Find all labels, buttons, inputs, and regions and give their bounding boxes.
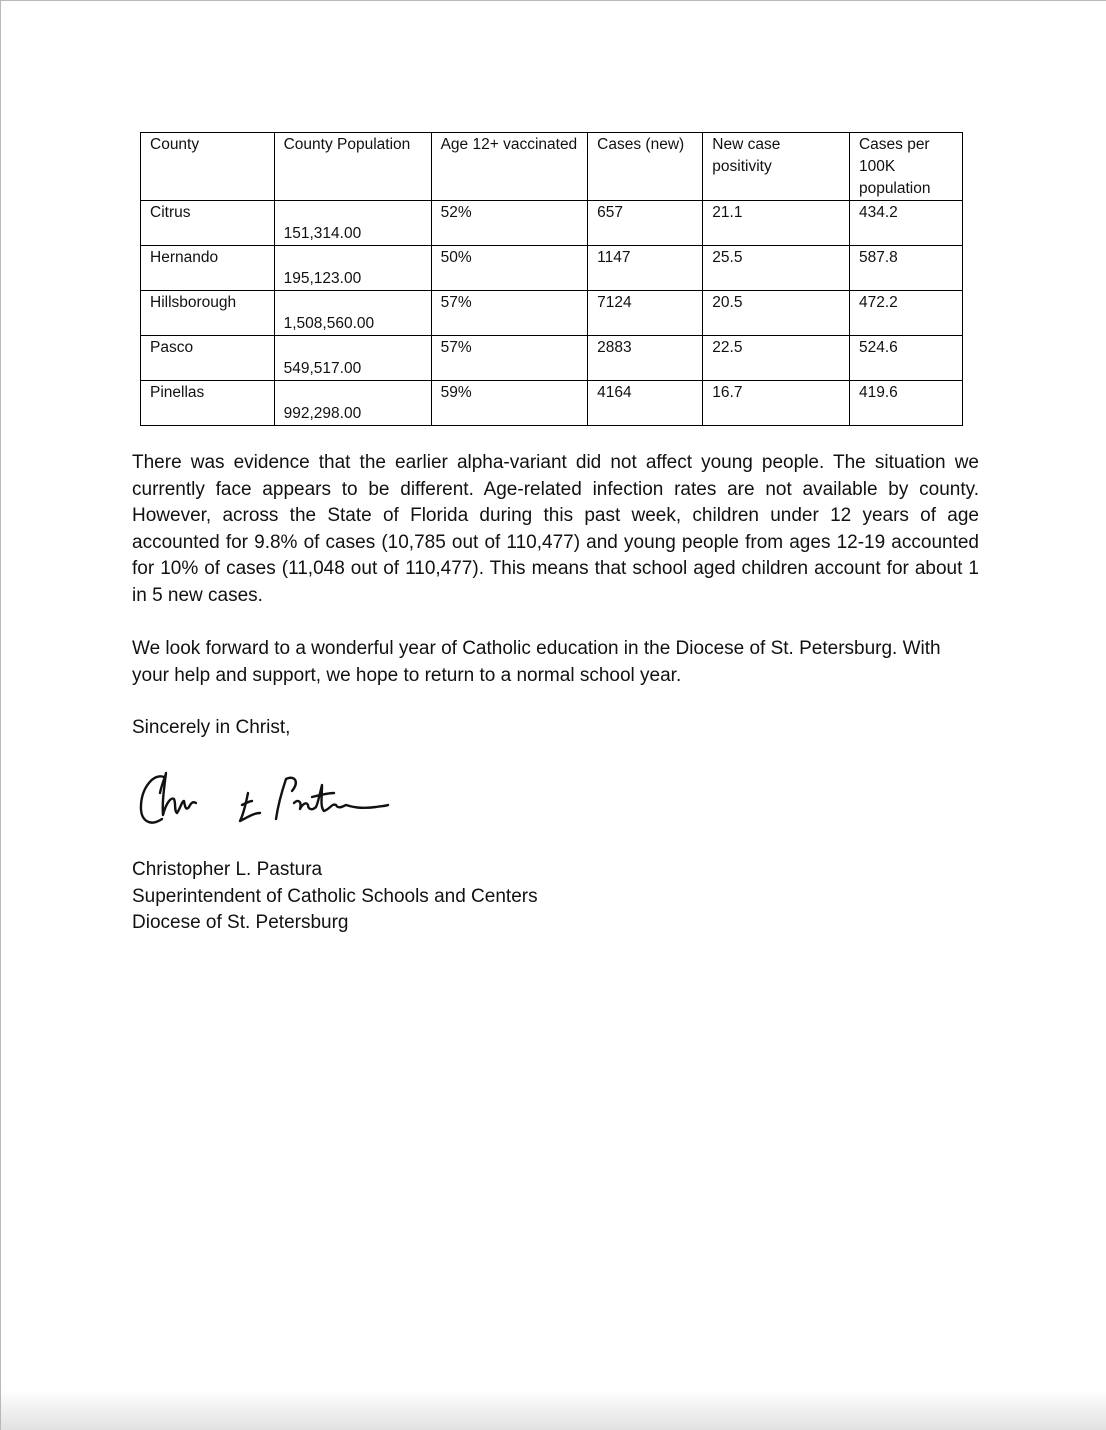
county-covid-table <box>140 132 963 426</box>
cell-positivity: 21.1 <box>703 201 850 246</box>
cell-per-100k: 472.2 <box>849 291 962 336</box>
cell-positivity: 16.7 <box>703 381 850 426</box>
cell-cases-new: 7124 <box>588 291 703 336</box>
table-row <box>141 291 963 336</box>
cell-population: 992,298.00 <box>274 381 431 426</box>
cell-cases-new: 2883 <box>588 336 703 381</box>
signer-organization: Diocese of St. Petersburg <box>132 912 349 933</box>
header-vaccinated: Age 12+ vaccinated <box>431 133 588 201</box>
cell-positivity: 20.5 <box>703 291 850 336</box>
cell-per-100k: 434.2 <box>849 201 962 246</box>
header-positivity: New case positivity <box>703 133 850 201</box>
signer-name: Christopher L. Pastura <box>132 859 323 880</box>
cell-county: Pinellas <box>141 381 275 426</box>
cell-per-100k: 419.6 <box>849 381 962 426</box>
header-cases-new: Cases (new) <box>588 133 703 201</box>
header-county-population: County Population <box>274 133 431 201</box>
cell-population: 1,508,560.00 <box>274 291 431 336</box>
cell-county: Hernando <box>141 246 275 291</box>
table-row <box>141 336 963 381</box>
cell-vaccinated: 57% <box>431 336 588 381</box>
header-cases-per-100k: Cases per 100K population <box>849 133 962 201</box>
cell-per-100k: 524.6 <box>849 336 962 381</box>
cell-cases-new: 657 <box>588 201 703 246</box>
header-county: County <box>141 133 275 201</box>
cell-county: Citrus <box>141 201 275 246</box>
table-row <box>141 246 963 291</box>
cell-positivity: 25.5 <box>703 246 850 291</box>
signer-title: Superintendent of Catholic Schools and Centers <box>132 885 538 907</box>
closing-salutation: Sincerely in Christ, <box>132 717 291 738</box>
cell-vaccinated: 52% <box>431 201 588 246</box>
cell-per-100k: 587.8 <box>849 246 962 291</box>
table-row <box>141 201 963 246</box>
table-header-row <box>141 133 963 201</box>
cell-population: 151,314.00 <box>274 201 431 246</box>
cell-county: Pasco <box>141 336 275 381</box>
cell-vaccinated: 59% <box>431 381 588 426</box>
cell-vaccinated: 57% <box>431 291 588 336</box>
signature-block <box>132 857 538 937</box>
cell-cases-new: 1147 <box>588 246 703 291</box>
handwritten-signature <box>136 763 396 833</box>
cell-positivity: 22.5 <box>703 336 850 381</box>
paragraph-looking-forward: We look forward to a wonderful year of Catholic education in the Diocese of St. Petersburg. With your help and support, we hope to return to a normal school year. <box>132 638 941 686</box>
cell-population: 195,123.00 <box>274 246 431 291</box>
table-row <box>141 381 963 426</box>
paragraph-age-infection: There was evidence that the earlier alpha-variant did not affect young people. The situation we currently face appears to be different. Age-related infection rates are not available by county. However, across the State of Florida during this past week, children under 12 years of age accounted for 9.8% of cases (10,785 out of 110,477) and young people from ages 12-19 accounted for 10% of cases (11,048 out of 110,477). This means that school aged children account for about 1 in 5 new cases. <box>132 452 979 606</box>
cell-cases-new: 4164 <box>588 381 703 426</box>
cell-population: 549,517.00 <box>274 336 431 381</box>
cell-vaccinated: 50% <box>431 246 588 291</box>
cell-county: Hillsborough <box>141 291 275 336</box>
page-bottom-shadow <box>1 1390 1106 1430</box>
